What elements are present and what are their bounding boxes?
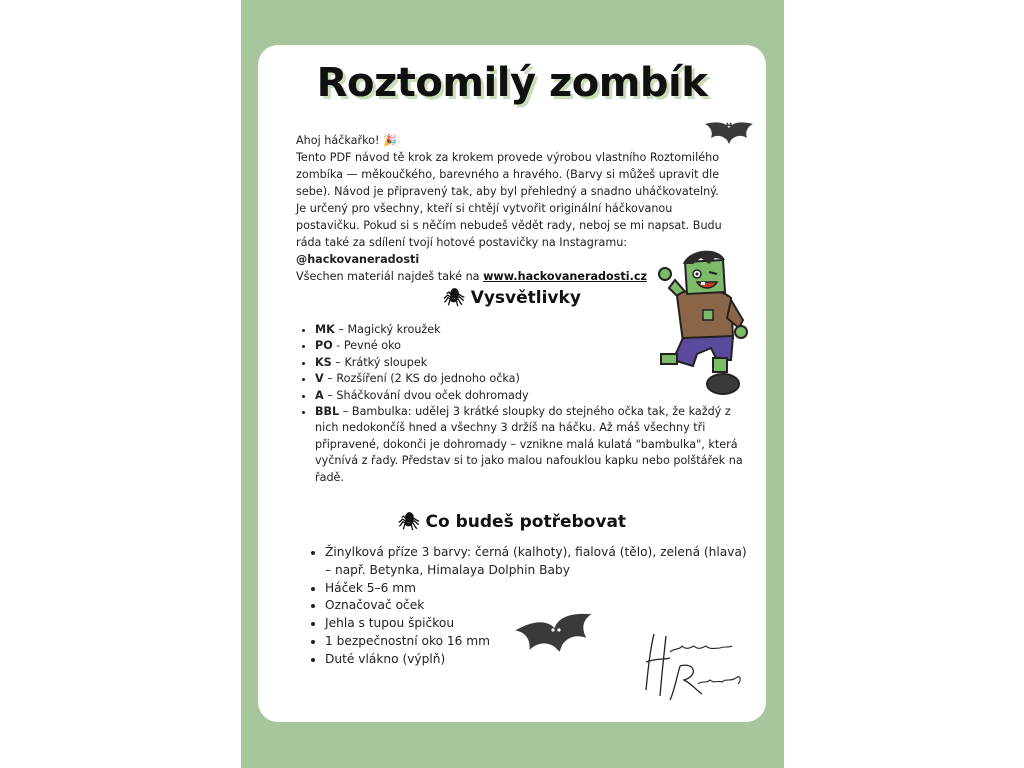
legend-list <box>300 322 755 486</box>
list-item: • Duté vlákno (výplň) <box>325 651 755 669</box>
legend-item: • KS – Krátký sloupek <box>315 355 755 371</box>
needs-heading: 🕷 Co budeš potřebovat <box>397 512 627 532</box>
intro-paragraph-1: Tento PDF návod tě krok za krokem provede výrobou vlastního Roztomilého zombíka — měkoučkého, barevného a hravého. (Barvy si můžeš upravit dle sebe). Návod je připravený tak, aby byl přehledný a snadno uháčkovatelný. <box>296 151 720 198</box>
intro-greeting: Ahoj háčkařko! 🎉 <box>296 134 397 147</box>
spider-icon: 🕷 <box>397 512 420 532</box>
list-item: • Žinylková příze 3 barvy: černá (kalhoty), fialová (tělo), zelená (hlava) – např. Betynka, Himalaya Dolphin Baby <box>325 544 755 580</box>
list-item: • 1 bezpečnostní oko 16 mm <box>325 633 755 651</box>
bat-icon <box>515 612 597 658</box>
list-item: • Jehla s tupou špičkou <box>325 615 755 633</box>
spider-icon: 🕷 <box>443 288 465 308</box>
list-item: • Háček 5–6 mm <box>325 580 755 598</box>
website-link[interactable]: www.hackovaneradosti.cz <box>483 270 647 283</box>
legend-heading: 🕷 Vysvětlivky <box>443 288 581 308</box>
legend-item: • A – Sháčkování dvou oček dohromady <box>315 388 755 404</box>
list-item: • Označovač oček <box>325 597 755 615</box>
intro-paragraph-2: Je určený pro všechny, kteří si chtějí vytvořit originální háčkovanou postavičku. Pokud si s něčím nebudeš vědět rady, neboj se mi napsat. Budu ráda také za sdílení tvojí hotové postavičky na Instagramu: <box>296 202 722 249</box>
page-title: Roztomilý zombík <box>316 60 708 106</box>
legend-item: • PO - Pevné oko <box>315 338 755 354</box>
intro-paragraph-3: Všechen materiál najdeš také na <box>296 270 484 283</box>
signature-logo <box>640 630 745 702</box>
legend-item: • MK – Magický kroužek <box>315 322 755 338</box>
legend-item: • V – Rozšíření (2 KS do jednoho očka) <box>315 371 755 387</box>
instagram-handle: @hackovaneradosti <box>296 253 420 266</box>
legend-item: • BBL – Bambulka: udělej 3 krátké sloupky do stejného očka tak, že každý z nich nedokončíš hned a všechny 3 držíš na háčku. Až máš všechny tři připravené, dokonči je dohromady – vznikne malá kulatá "bambulka", která vyčnívá z řady. Představ si to jako malou nafouklou kapku nebo polštářek na řadě. <box>315 404 755 486</box>
